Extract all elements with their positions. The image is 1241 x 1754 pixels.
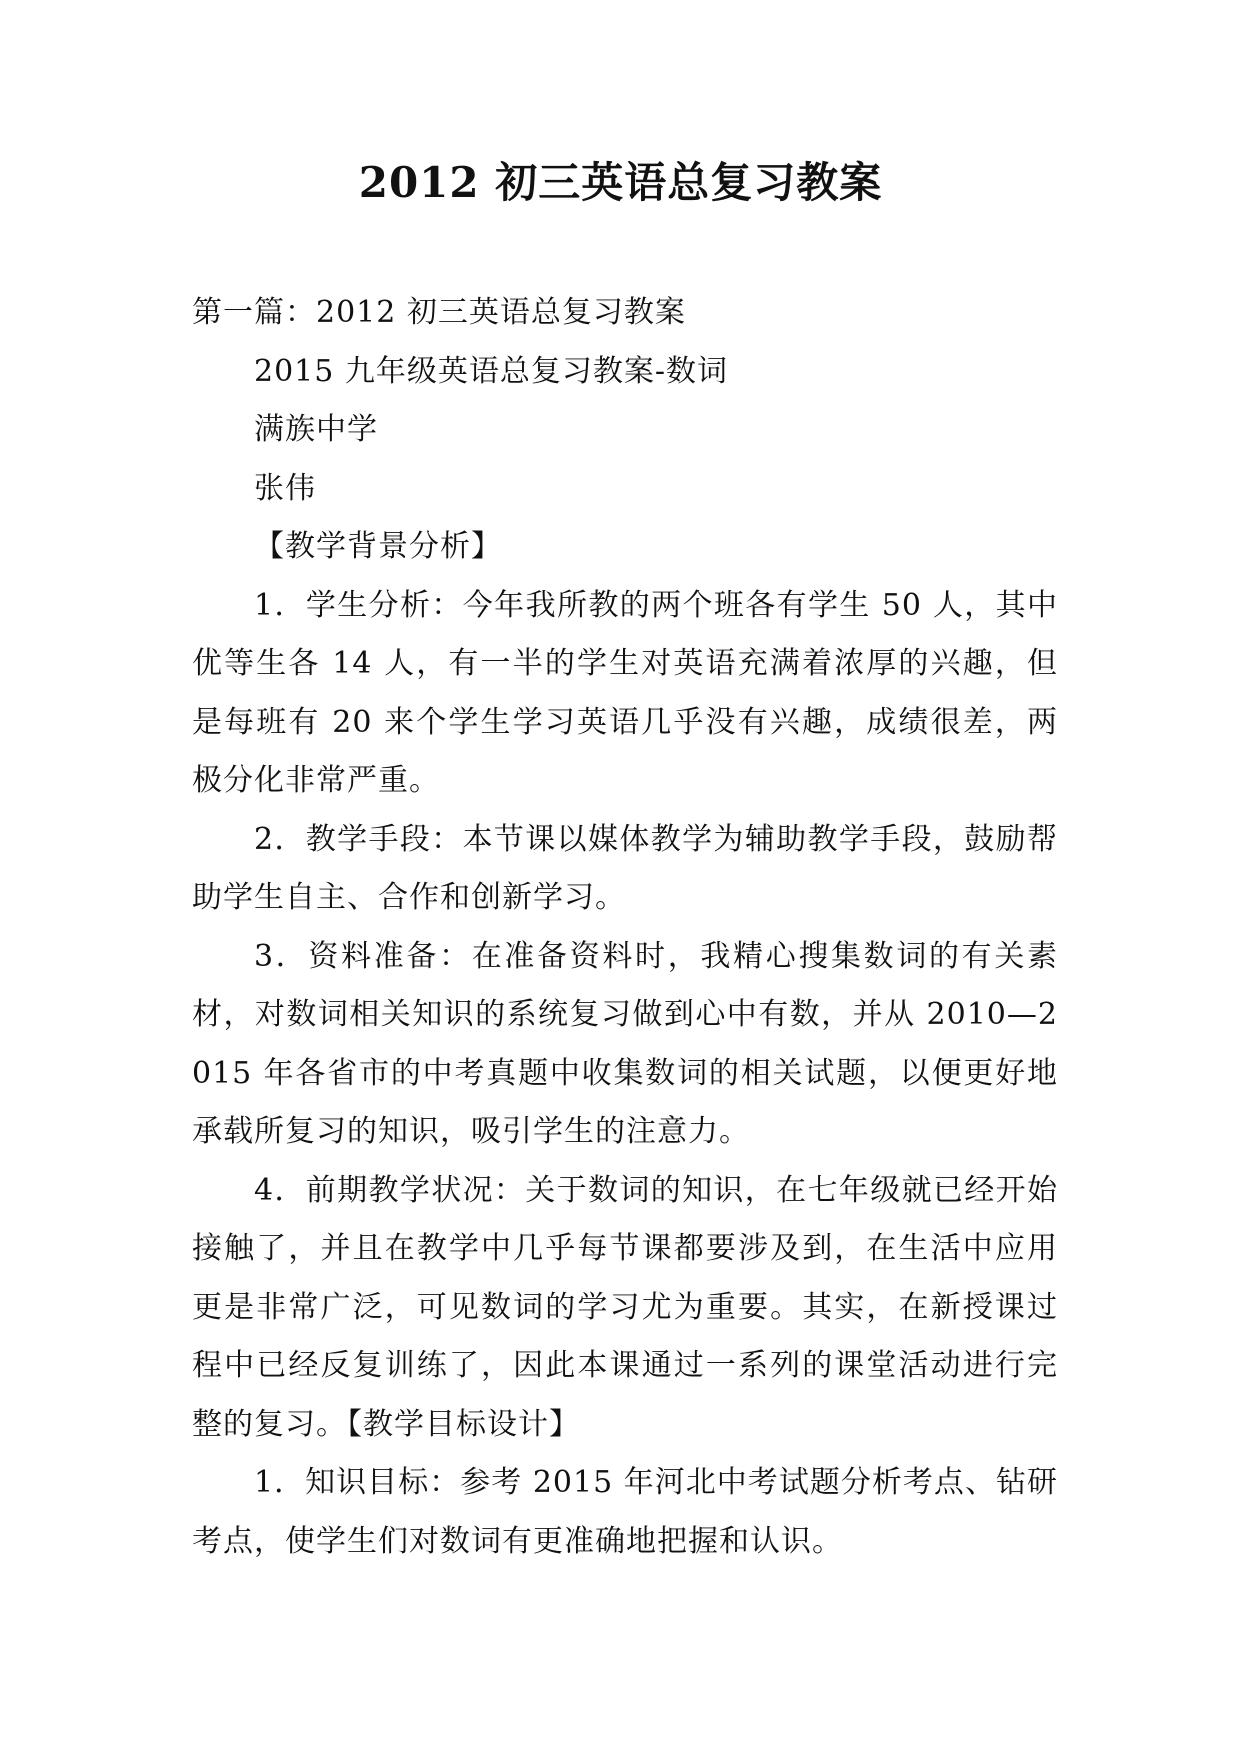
paragraph-knowledge-goal: 1．知识目标：参考 2015 年河北中考试题分析考点、钻研考点，使学生们对数词有更准确地把握和认识。 (192, 1465, 1058, 1559)
paragraph-prior-teaching: 4．前期教学状况：关于数词的知识，在七年级就已经开始接触了，并且在教学中几乎每节课都要涉及到，在生活中应用更是非常广泛，可见数词的学习尤为重要。其实，在新授课过程中已经反复训练了，因此本课通过一系列的课堂活动进行完整的复习。【教学目标设计】 (192, 1172, 1058, 1442)
lesson-title: 2015 九年级英语总复习教案-数词 (254, 353, 729, 389)
document-body (192, 284, 1058, 1571)
author-name: 张伟 (254, 470, 316, 506)
paragraph-teaching-means: 2．教学手段：本节课以媒体教学为辅助教学手段，鼓励帮助学生自主、合作和创新学习。 (192, 821, 1058, 915)
paragraph-student-analysis: 1．学生分析：今年我所教的两个班各有学生 50 人，其中优等生各 14 人，有一半的学生对英语充满着浓厚的兴趣，但是每班有 20 来个学生学习英语几乎没有兴趣，成绩很差，两极分化非常严重。 (192, 587, 1058, 798)
background-heading: 【教学背景分析】 (254, 529, 502, 564)
section-heading: 第一篇：2012 初三英语总复习教案 (192, 295, 686, 330)
paragraph-material-prep: 3．资料准备：在准备资料时，我精心搜集数词的有关素材，对数词相关知识的系统复习做到心中有数，并从 2010—2015 年各省市的中考真题中收集数词的相关试题，以便更好地承载所复习的知识，吸引学生的注意力。 (192, 938, 1058, 1149)
school-name: 满族中学 (254, 412, 378, 447)
document-title: 2012 初三英语总复习教案 (358, 158, 883, 207)
